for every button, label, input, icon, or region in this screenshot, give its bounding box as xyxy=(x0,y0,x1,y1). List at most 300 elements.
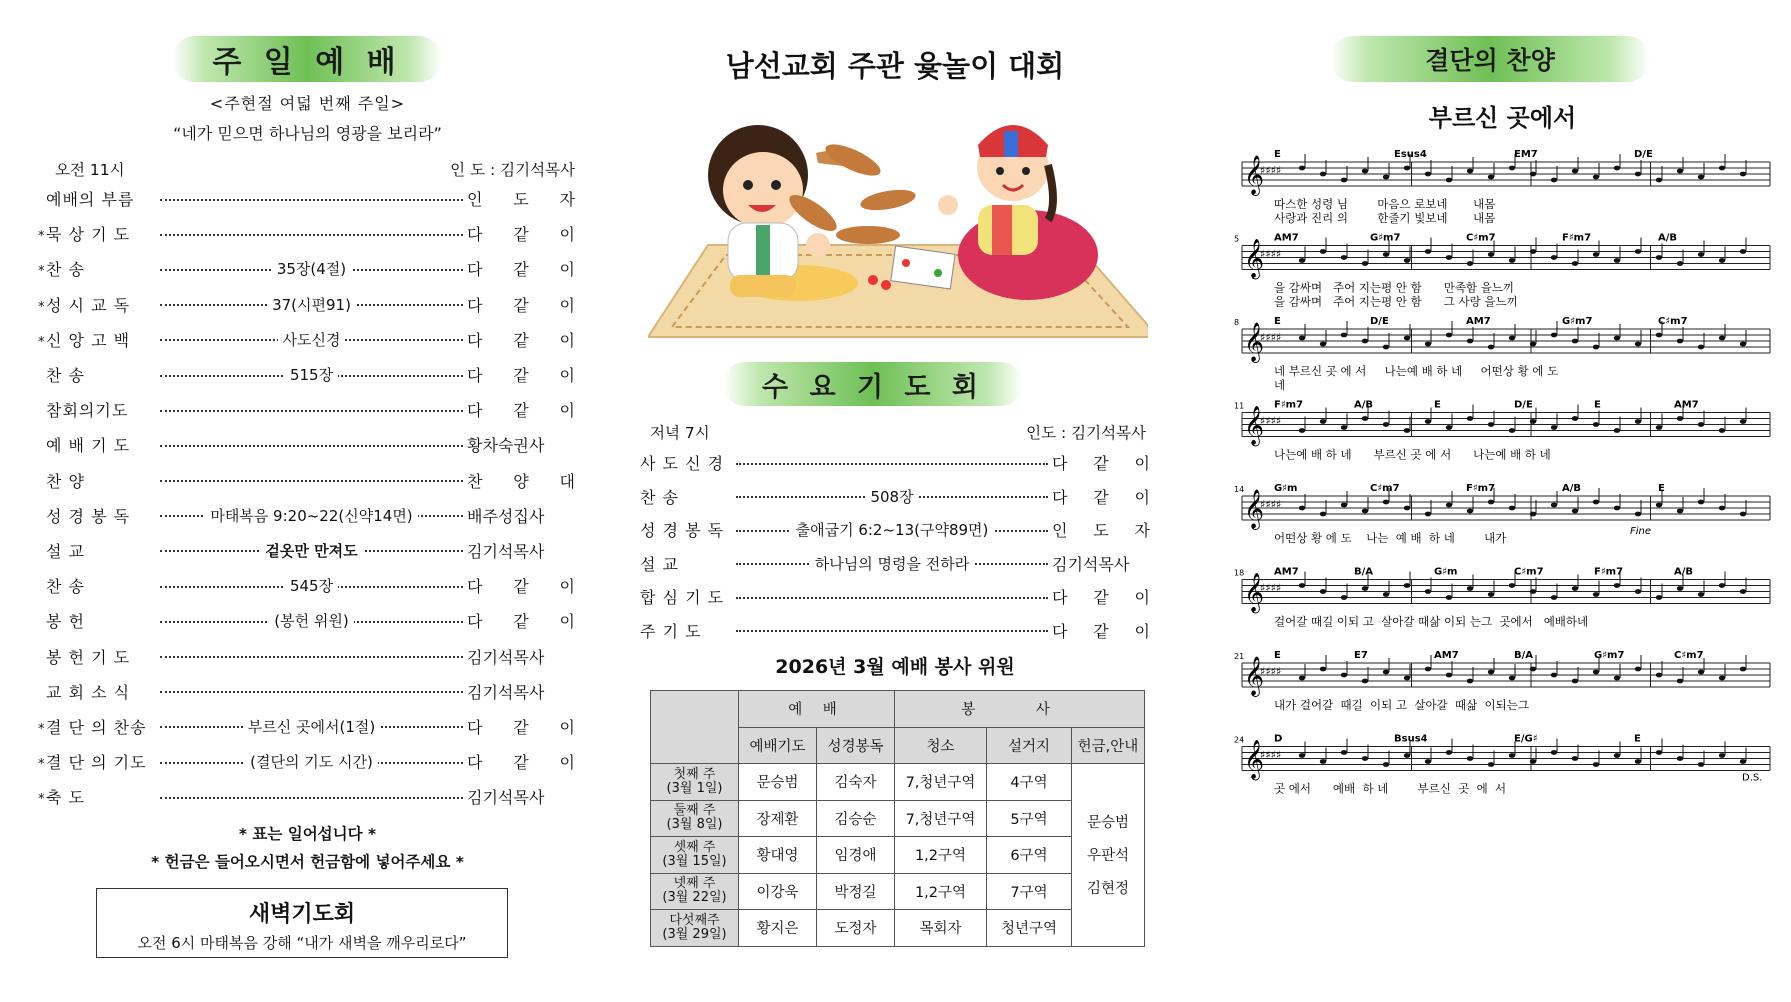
sunday-order-row xyxy=(48,392,575,427)
note-head xyxy=(1362,586,1368,591)
note-head xyxy=(1467,169,1473,174)
order-item-person: 인 도 자 xyxy=(1052,521,1150,541)
week-label: 다섯째주 xyxy=(669,912,720,928)
standing-note: * 표는 일어섭니다 * xyxy=(238,825,377,843)
sunday-leader: 인 도 : 김기석목사 xyxy=(450,161,575,179)
note-head xyxy=(1509,166,1515,171)
note-head xyxy=(1341,255,1347,260)
note-head xyxy=(1299,258,1305,263)
note-head xyxy=(1551,750,1557,755)
standing-mark: * xyxy=(38,264,46,280)
sunday-order-list xyxy=(38,181,575,814)
col-header-offering: 헌금,안내 xyxy=(1072,727,1145,764)
note-head xyxy=(1404,258,1410,263)
cell-prayer: 이강욱 xyxy=(739,873,817,910)
order-item-person: 다 같 이 xyxy=(467,401,575,421)
service-committee-table xyxy=(650,690,1145,947)
measure-number: 21 xyxy=(1234,652,1245,661)
cell-clean: 목회자 xyxy=(895,910,987,947)
lyric-line-2: 을 감싸며 주어 지는평 안 함 그 사랑 을느끼 xyxy=(1274,294,1518,309)
note-head xyxy=(1488,345,1494,350)
note-head xyxy=(1383,345,1389,350)
note-head xyxy=(1635,419,1641,424)
order-item-detail: 508장 xyxy=(865,486,918,507)
order-item-text: 결 단 의 찬송 xyxy=(46,717,147,737)
order-item-label xyxy=(48,363,156,386)
note-head xyxy=(1530,759,1536,764)
order-leader-dots xyxy=(160,542,463,558)
dawn-prayer-title: 새벽기도회 xyxy=(248,902,356,927)
decision-song-title xyxy=(1330,36,1650,82)
note-head xyxy=(1698,345,1704,350)
note-head xyxy=(1698,762,1704,767)
service-table-body xyxy=(651,764,1145,947)
note-head xyxy=(1614,583,1620,588)
order-item-text: 봉 헌 xyxy=(46,612,85,632)
chord-symbol: G♯m7 xyxy=(1594,650,1625,661)
note-head xyxy=(1425,249,1431,254)
chord-symbol: AM7 xyxy=(1274,566,1299,578)
note-head xyxy=(1656,750,1662,755)
cell-clean: 1,2구역 xyxy=(895,837,987,874)
service-committee-title: 2026년 3월 예배 봉사 위원 xyxy=(775,656,1015,678)
note-head xyxy=(1572,679,1578,684)
note-head xyxy=(1572,339,1578,344)
note-head xyxy=(1740,589,1746,594)
treble-clef-icon: 𝄞 xyxy=(1244,238,1265,279)
sunday-order-row xyxy=(48,638,575,673)
note-head xyxy=(1614,753,1620,758)
note-head xyxy=(1677,169,1683,174)
note-head xyxy=(1299,166,1305,171)
order-item-person: 배주성집사 xyxy=(467,506,545,526)
note-head xyxy=(1341,750,1347,755)
lyric-line-1: 어떤상 황 에 도 나는 예 배 하 네 내가 xyxy=(1274,531,1507,545)
offering-cell xyxy=(1072,764,1145,947)
note-head xyxy=(1404,166,1410,171)
note-head xyxy=(1614,506,1620,511)
note-head xyxy=(1614,676,1620,681)
note-head xyxy=(1404,583,1410,588)
note-head xyxy=(1341,178,1347,183)
order-leader-dots xyxy=(160,754,463,770)
order-item-label xyxy=(48,609,156,632)
order-item-detail: 부르신 곳에서(1절) xyxy=(243,716,380,737)
standing-mark: * xyxy=(38,792,46,808)
note-head xyxy=(1404,428,1410,433)
note-head xyxy=(1551,673,1557,678)
offering-person: 문승범 xyxy=(1086,815,1130,832)
order-item-label: 찬 송 xyxy=(640,487,679,507)
sunday-order-row xyxy=(38,779,575,814)
note-head xyxy=(1446,503,1452,508)
note-head xyxy=(1551,178,1557,183)
decision-song-title-text: 결단의 찬양 xyxy=(1425,46,1555,75)
table-row xyxy=(651,764,1145,801)
order-item-label: 합 심 기 도 xyxy=(640,588,725,608)
song-title: 부르신 곳에서 xyxy=(1428,104,1577,132)
order-leader-dots xyxy=(160,472,463,488)
note-head xyxy=(1383,500,1389,505)
note-head xyxy=(1740,667,1746,672)
note-head xyxy=(1467,586,1473,591)
cell-clean: 1,2구역 xyxy=(895,873,987,910)
chord-symbol: E xyxy=(1594,399,1601,411)
order-item-label xyxy=(38,328,156,351)
note-head xyxy=(1593,252,1599,257)
decision-song-column xyxy=(1230,0,1775,1002)
sheet-music-svg xyxy=(1230,148,1775,948)
note-head xyxy=(1614,166,1620,171)
note-head xyxy=(1656,425,1662,430)
cell-prayer: 장제환 xyxy=(739,800,817,837)
lyric-line-1: 곳 에서 예배 하 네 부르신 곳 에 서 xyxy=(1274,781,1507,796)
measure-number: 11 xyxy=(1234,401,1245,411)
order-item-text: 봉 헌 기 도 xyxy=(46,647,131,667)
measure-number: 18 xyxy=(1234,568,1245,578)
order-leader-dots xyxy=(736,488,1048,504)
chord-symbol: C♯m7 xyxy=(1466,232,1496,244)
order-item-label: 주 기 도 xyxy=(640,621,702,641)
order-item-person: 다 같 이 xyxy=(467,366,575,386)
order-item-text: 결 단 의 기도 xyxy=(46,753,147,773)
measure-number: 24 xyxy=(1234,735,1245,745)
order-item-detail: (결단의 기도 시간) xyxy=(245,751,378,772)
note-head xyxy=(1656,333,1662,338)
note-head xyxy=(1488,670,1494,675)
key-signature: ♯♯♯♯ xyxy=(1260,665,1282,678)
note-head xyxy=(1446,178,1452,183)
sunday-order-row xyxy=(48,603,575,638)
order-leader-dots xyxy=(736,522,1048,538)
music-staff xyxy=(1242,149,1770,225)
note-head xyxy=(1488,500,1494,505)
music-staff xyxy=(1234,483,1770,545)
wednesday-prayer-title xyxy=(723,362,1023,406)
chord-symbol: E xyxy=(1274,316,1281,327)
note-head xyxy=(1677,339,1683,344)
note-head xyxy=(1425,589,1431,594)
note-head xyxy=(1446,673,1452,678)
note-head xyxy=(1488,592,1494,597)
week-date: (3월 8일) xyxy=(666,817,723,833)
order-item-text: 참회의기도 xyxy=(46,401,129,421)
chord-symbol: Esus4 xyxy=(1394,149,1427,160)
cell-prayer: 황지은 xyxy=(739,910,817,947)
order-item-label xyxy=(48,398,156,421)
order-item-detail: 겉옷만 만져도 xyxy=(260,540,362,561)
sunday-worship-title-text: 주 일 예 배 xyxy=(212,45,402,80)
note-head xyxy=(1425,667,1431,672)
chord-symbol: B/A xyxy=(1514,650,1534,661)
note-head xyxy=(1425,419,1431,424)
chord-symbol: C♯m7 xyxy=(1370,483,1400,494)
sunday-theme: “네가 믿으면 하나님의 영광을 보리라” xyxy=(173,124,442,143)
chord-symbol: E xyxy=(1274,650,1281,661)
order-item-person: 김기석목사 xyxy=(467,682,545,702)
sunday-order-row xyxy=(38,709,575,744)
week-date: (3월 22일) xyxy=(662,890,727,906)
wednesday-leader: 인도 : 김기석목사 xyxy=(1026,424,1146,442)
order-item-label xyxy=(48,504,156,527)
note-head xyxy=(1635,667,1641,672)
note-head xyxy=(1740,249,1746,254)
note-head xyxy=(1425,512,1431,517)
note-head xyxy=(1320,172,1326,177)
note-head xyxy=(1593,670,1599,675)
note-head xyxy=(1719,506,1725,511)
note-head xyxy=(1488,762,1494,767)
note-head xyxy=(1572,416,1578,421)
note-head xyxy=(1551,503,1557,508)
chord-symbol: D/E xyxy=(1514,399,1533,411)
note-head xyxy=(1341,673,1347,678)
dawn-prayer-box xyxy=(96,888,508,958)
week-label: 둘째 주 xyxy=(673,803,716,819)
chord-symbol: EM7 xyxy=(1514,149,1538,160)
cell-clean: 7,청년구역 xyxy=(895,764,987,801)
chord-symbol: E/G♯ xyxy=(1514,733,1538,745)
order-leader-dots xyxy=(736,622,1048,638)
note-head xyxy=(1530,667,1536,672)
group-worship-header: 예 배 xyxy=(739,691,895,728)
order-leader-dots xyxy=(160,578,463,594)
chord-symbol: E xyxy=(1658,483,1665,494)
note-head xyxy=(1362,261,1368,266)
cell-dish: 6구역 xyxy=(987,837,1072,874)
wednesday-order-row xyxy=(640,480,1150,514)
note-head xyxy=(1740,419,1746,424)
cell-prayer: 황대영 xyxy=(739,837,817,874)
note-head xyxy=(1467,509,1473,514)
order-item-detail: 출애굽기 6:2~13(구약89면) xyxy=(791,519,994,540)
order-item-label xyxy=(48,574,156,597)
table-row xyxy=(651,873,1145,910)
order-item-person: 김기석목사 xyxy=(467,647,545,667)
key-signature: ♯♯♯♯ xyxy=(1260,164,1282,177)
table-row xyxy=(651,800,1145,837)
lyric-line-1: 나는예 배 하 네 부르신 곳 에 서 나는예 배 하 네 xyxy=(1274,447,1551,462)
order-leader-dots xyxy=(160,718,463,734)
note-head xyxy=(1719,428,1725,433)
sunday-order-row xyxy=(48,498,575,533)
chord-symbol: B/A xyxy=(1354,566,1374,578)
dawn-prayer-text: 오전 6시 마태복음 강해 “내가 새벽을 깨우리로다” xyxy=(137,934,467,952)
middle-column xyxy=(640,0,1150,1002)
order-leader-dots xyxy=(736,455,1048,471)
note-head xyxy=(1509,258,1515,263)
music-staff xyxy=(1234,734,1770,796)
note-head xyxy=(1530,419,1536,424)
order-item-text: 찬 송 xyxy=(46,577,85,597)
note-head xyxy=(1425,759,1431,764)
order-item-label xyxy=(38,222,156,245)
cell-prayer: 문승범 xyxy=(739,764,817,801)
music-staff xyxy=(1234,316,1770,392)
key-signature: ♯♯♯♯ xyxy=(1260,498,1282,511)
note-head xyxy=(1635,249,1641,254)
note-head xyxy=(1551,255,1557,260)
standing-mark: * xyxy=(38,229,46,245)
order-item-person: 다 같 이 xyxy=(1052,487,1150,507)
chord-symbol: F♯m7 xyxy=(1594,566,1624,578)
order-item-text: 성 시 교 독 xyxy=(46,295,131,315)
note-head xyxy=(1509,336,1515,341)
order-item-label xyxy=(48,539,156,562)
order-leader-dots xyxy=(160,437,463,453)
order-item-detail: 545장 xyxy=(285,575,338,596)
note-head xyxy=(1593,762,1599,767)
note-head xyxy=(1404,506,1410,511)
order-item-label xyxy=(38,785,156,808)
note-head xyxy=(1383,592,1389,597)
note-head xyxy=(1719,583,1725,588)
key-signature: ♯♯♯♯ xyxy=(1260,748,1282,762)
note-head xyxy=(1320,667,1326,672)
order-leader-dots xyxy=(160,683,463,699)
key-signature: ♯♯♯♯ xyxy=(1260,581,1282,595)
order-leader-dots xyxy=(736,589,1048,605)
note-head xyxy=(1362,509,1368,514)
note-head xyxy=(1467,416,1473,421)
note-head xyxy=(1593,500,1599,505)
chord-symbol: A/B xyxy=(1562,483,1582,494)
wednesday-order-row xyxy=(640,580,1150,614)
table-row xyxy=(651,910,1145,947)
note-head xyxy=(1446,595,1452,600)
chord-symbol: A/B xyxy=(1674,566,1694,578)
note-head xyxy=(1698,252,1704,257)
note-head xyxy=(1320,589,1326,594)
offering-person: 김현정 xyxy=(1086,881,1130,898)
order-item-text: 신 앙 고 백 xyxy=(46,330,131,350)
order-leader-dots xyxy=(160,367,463,383)
wednesday-order-row xyxy=(640,446,1150,480)
key-signature: ♯♯♯♯ xyxy=(1260,247,1282,261)
note-head xyxy=(1404,676,1410,681)
sunday-worship-column xyxy=(40,0,575,1002)
order-item-text: 예 배 기 도 xyxy=(46,436,131,456)
note-head xyxy=(1383,762,1389,767)
chord-symbol: G♯m xyxy=(1274,483,1298,494)
treble-clef-icon: 𝄞 xyxy=(1244,656,1265,696)
note-head xyxy=(1299,506,1305,511)
order-item-detail: 37(시편91) xyxy=(267,294,356,315)
note-head xyxy=(1740,759,1746,764)
note-head xyxy=(1341,333,1347,338)
wednesday-prayer-title-text: 수 요 기 도 회 xyxy=(761,371,984,403)
note-head xyxy=(1677,416,1683,421)
note-head xyxy=(1719,166,1725,171)
sunday-order-row xyxy=(48,533,575,568)
cell-reading: 김승순 xyxy=(817,800,895,837)
cell-reading: 도정자 xyxy=(817,910,895,947)
note-head xyxy=(1698,500,1704,505)
note-head xyxy=(1530,249,1536,254)
lyric-line-2: 사랑과 진리 의 한줄기 빛보네 내몸 xyxy=(1274,211,1496,225)
note-head xyxy=(1614,336,1620,341)
note-head xyxy=(1320,759,1326,764)
note-head xyxy=(1740,342,1746,347)
note-head xyxy=(1362,416,1368,421)
wednesday-order-row xyxy=(640,614,1150,648)
order-item-detail: 515장 xyxy=(285,364,338,385)
chord-symbol: E xyxy=(1634,733,1641,745)
lyric-line-1: 네 부르신 곳 에 서 나는예 배 하 네 어떤상 황 에 도 xyxy=(1274,364,1559,378)
note-head xyxy=(1383,422,1389,427)
order-item-text: 찬 송 xyxy=(46,260,85,280)
note-head xyxy=(1572,261,1578,266)
week-cell xyxy=(651,764,739,801)
order-item-label xyxy=(48,469,156,492)
note-head xyxy=(1719,753,1725,758)
lyric-line-1: 걸어갈 때길 이되 고 살아갈 때삶 이되 는그 곳에서 예배하네 xyxy=(1274,614,1589,629)
sunday-subtitle: <주현절 여덟 번째 주일> xyxy=(209,94,406,113)
chord-symbol: C♯m7 xyxy=(1674,650,1704,661)
note-head xyxy=(1446,750,1452,755)
chord-symbol: AM7 xyxy=(1434,650,1459,661)
order-item-text: 묵 상 기 도 xyxy=(46,225,131,245)
sheet-music xyxy=(1230,148,1775,948)
order-item-text: 찬 양 xyxy=(46,471,85,491)
note-head xyxy=(1551,333,1557,338)
order-item-person: 다 같 이 xyxy=(467,577,575,597)
cell-reading: 박정길 xyxy=(817,873,895,910)
order-item-text: 축 도 xyxy=(46,788,85,808)
note-head xyxy=(1593,592,1599,597)
note-head xyxy=(1404,336,1410,341)
note-head xyxy=(1719,336,1725,341)
order-item-detail: 사도신경 xyxy=(278,329,346,350)
offering-note: * 헌금은 들어오시면서 헌금함에 넣어주세요 * xyxy=(151,853,464,871)
order-leader-dots xyxy=(160,261,463,277)
note-head xyxy=(1467,261,1473,266)
chord-symbol: D/E xyxy=(1634,149,1653,160)
note-head xyxy=(1572,169,1578,174)
fine-marker: Fine xyxy=(1630,526,1652,537)
note-head xyxy=(1593,422,1599,427)
group-service-header: 봉 사 xyxy=(895,691,1145,728)
note-head xyxy=(1446,425,1452,430)
cell-dish: 7구역 xyxy=(987,873,1072,910)
wednesday-order-row xyxy=(640,547,1150,581)
note-head xyxy=(1572,586,1578,591)
week-cell xyxy=(651,873,739,910)
standing-mark: * xyxy=(38,721,46,737)
order-item-label xyxy=(38,293,156,316)
chord-symbol: Bsus4 xyxy=(1394,733,1428,745)
note-head xyxy=(1530,342,1536,347)
order-item-person: 다 같 이 xyxy=(467,260,575,280)
note-head xyxy=(1446,255,1452,260)
treble-clef-icon: 𝄞 xyxy=(1244,739,1265,780)
order-item-text: 찬 송 xyxy=(46,366,85,386)
week-date: (3월 15일) xyxy=(662,853,727,869)
cell-reading: 김숙자 xyxy=(817,764,895,801)
note-head xyxy=(1572,509,1578,514)
standing-mark: * xyxy=(38,299,46,315)
yutnori-children-illustration xyxy=(648,105,1148,343)
order-item-label xyxy=(38,750,156,773)
note-head xyxy=(1488,252,1494,257)
order-item-detail: 마태복음 9:20~22(신약14면) xyxy=(205,505,417,526)
offering-person: 우판석 xyxy=(1086,848,1130,865)
note-head xyxy=(1530,172,1536,177)
note-head xyxy=(1299,336,1305,341)
order-leader-dots xyxy=(160,648,463,664)
week-cell xyxy=(651,910,739,947)
order-item-label: 사 도 신 경 xyxy=(640,454,725,474)
